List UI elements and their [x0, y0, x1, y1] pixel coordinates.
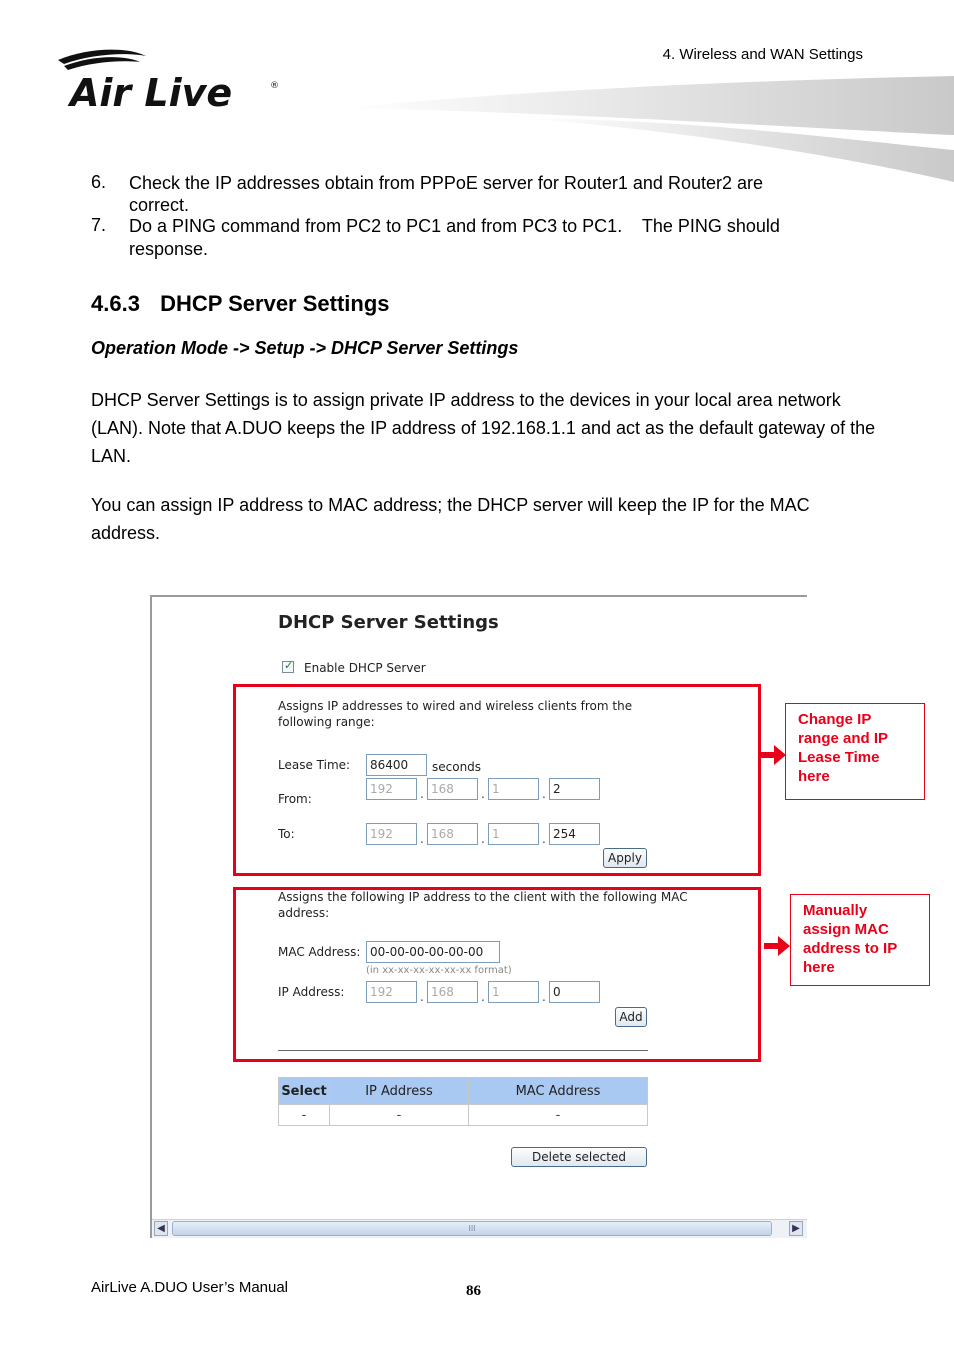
mac-address-label: MAC Address:: [278, 945, 361, 959]
footer-manual-title: AirLive A.DUO User’s Manual: [91, 1279, 289, 1296]
mac-format-hint: (in xx-xx-xx-xx-xx-xx format): [366, 965, 512, 976]
range-callout: Change IP range and IP Lease Time here: [785, 703, 925, 800]
lease-time-label: Lease Time:: [278, 758, 351, 772]
table-header-ip: IP Address: [330, 1078, 469, 1105]
ip-octet-3[interactable]: 1: [488, 981, 539, 1003]
section-number: 4.6.3: [91, 291, 140, 316]
table-cell-mac: -: [469, 1105, 648, 1126]
step-6-number: 6.: [91, 172, 107, 192]
table-cell-ip: -: [330, 1105, 469, 1126]
table-row: [279, 1105, 648, 1126]
add-button[interactable]: Add: [615, 1007, 647, 1027]
scroll-thumb[interactable]: III: [172, 1221, 772, 1236]
mac-arrow-icon: [764, 936, 790, 956]
from-label: From:: [278, 792, 312, 806]
ip-octet-1[interactable]: 192: [366, 981, 417, 1003]
page-number: 86: [466, 1283, 481, 1299]
lease-time-input[interactable]: 86400: [366, 754, 427, 776]
step-7-number: 7.: [91, 215, 107, 235]
lease-time-unit: seconds: [432, 760, 482, 774]
range-highlight-box: [233, 684, 761, 876]
airlive-logo: [56, 48, 286, 118]
step-7-text-line2: response.: [129, 239, 209, 259]
range-description-line2: following range:: [278, 715, 375, 729]
mac-description-line2: address:: [278, 906, 330, 920]
step-7-text-line1: Do a PING command from PC2 to PC1 and from PC3 to PC1. The PING should: [129, 216, 780, 236]
range-description-line1: Assigns IP addresses to wired and wireless clients from the: [278, 699, 633, 713]
svg-text:Air Live: Air Live: [70, 71, 233, 115]
table-header-row: [279, 1078, 648, 1105]
mac-description-line1: Assigns the following IP address to the client with the following MAC: [278, 890, 688, 904]
scroll-right-arrow-icon[interactable]: ▶: [789, 1221, 803, 1236]
screenshot-title: DHCP Server Settings: [278, 612, 499, 633]
mac-highlight-box: [233, 887, 761, 1062]
from-octet-1[interactable]: 192: [366, 778, 417, 800]
enable-dhcp-checkbox[interactable]: [282, 661, 294, 673]
mac-address-input[interactable]: 00-00-00-00-00-00: [366, 941, 500, 963]
ip-octet-4[interactable]: 0: [549, 981, 600, 1003]
to-label: To:: [278, 827, 295, 841]
enable-dhcp-label: Enable DHCP Server: [304, 661, 426, 675]
paragraph-intro: DHCP Server Settings is to assign private IP address to the devices in your local area network (LAN). Note that A.DUO keeps the IP address of 192.168.1.1 and act as the default gateway of the LAN.: [91, 390, 876, 466]
section-heading: [91, 291, 390, 317]
to-octet-2[interactable]: 168: [427, 823, 478, 845]
to-octet-3[interactable]: 1: [488, 823, 539, 845]
to-octet-4[interactable]: 254: [549, 823, 600, 845]
horizontal-scrollbar[interactable]: [152, 1219, 807, 1238]
ip-octet-2[interactable]: 168: [427, 981, 478, 1003]
to-octet-1[interactable]: 192: [366, 823, 417, 845]
step-6-text-line2: correct.: [129, 195, 190, 215]
section-title: DHCP Server Settings: [160, 291, 390, 316]
scroll-left-arrow-icon[interactable]: ◀: [154, 1221, 168, 1236]
navigation-path: Operation Mode -> Setup -> DHCP Server Settings: [91, 338, 519, 358]
mac-ip-table: [278, 1077, 648, 1126]
paragraph-mac: You can assign IP address to MAC address; the DHCP server will keep the IP for the MAC address.: [91, 495, 810, 543]
from-octet-3[interactable]: 1: [488, 778, 539, 800]
step-6-text-line1: Check the IP addresses obtain from PPPoE server for Router1 and Router2 are: [129, 173, 763, 193]
table-cell-select[interactable]: -: [279, 1105, 330, 1126]
header-section-label: 4. Wireless and WAN Settings: [662, 46, 863, 63]
ip-address-label: IP Address:: [278, 985, 345, 999]
svg-text:®: ®: [270, 81, 279, 91]
range-arrow-icon: [760, 745, 786, 765]
from-octet-2[interactable]: 168: [427, 778, 478, 800]
table-header-mac: MAC Address: [469, 1078, 648, 1105]
mac-callout: Manually assign MAC address to IP here: [790, 894, 930, 986]
apply-button[interactable]: Apply: [603, 848, 647, 868]
from-octet-4[interactable]: 2: [549, 778, 600, 800]
table-header-select: Select: [279, 1078, 330, 1105]
dhcp-settings-screenshot: DHCP Server Settings ✓ Enable DHCP Server Assigns IP addresses to wired and wireless clients from the following range: Lease Time: 86400 seconds From: 192 . 168 . 1 . 2 To: 192 . 168 . 1 . 254 Apply Assigns the following IP address to the client with the following MAC address: MAC Address: 00-00-00-00-00-00 (in xx-xx-xx-xx-xx-xx format) IP Address: 192 . 168 . 1 . 0 Add Select IP Address MAC Address - - - Delete selected ◀ III ▶: [150, 595, 807, 1238]
delete-selected-button[interactable]: Delete selected: [511, 1147, 647, 1167]
